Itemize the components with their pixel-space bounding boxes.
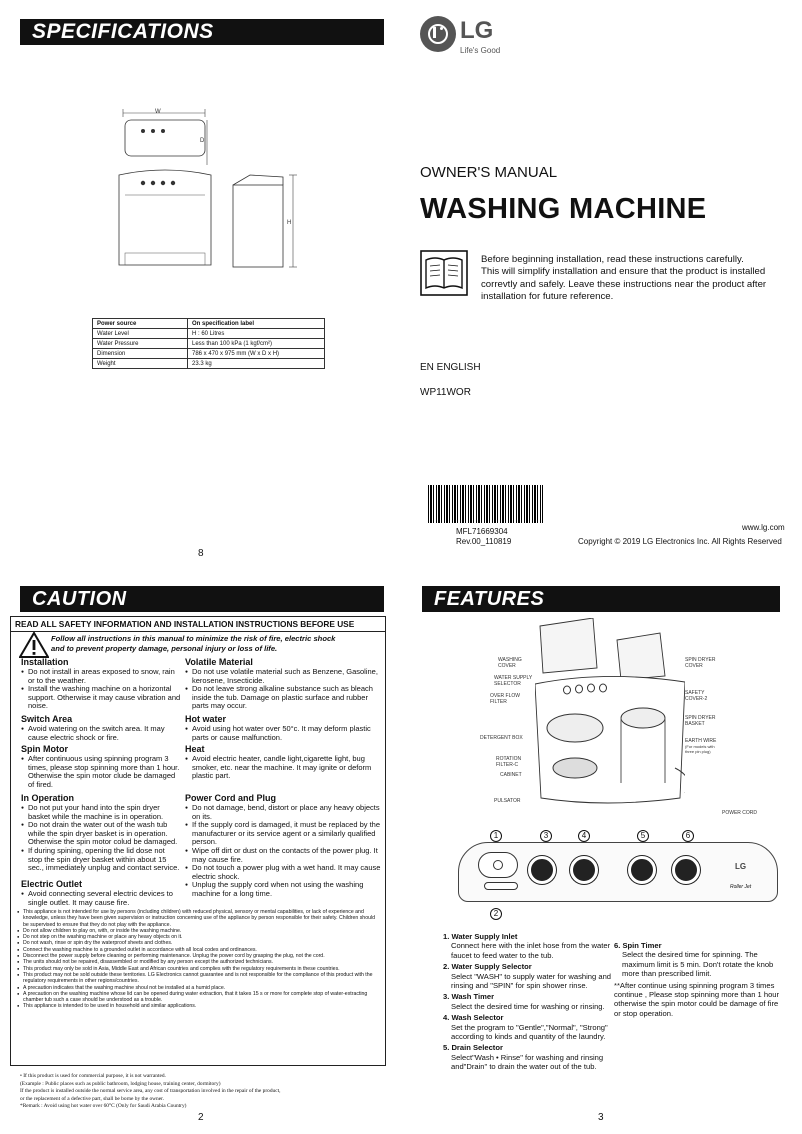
warning-line: and to prevent property damage, personal injury or loss of life. (51, 643, 278, 653)
list-item: ● Avoid watering on the switch area. It may cause electric shock or fire. (21, 725, 181, 742)
feature-title: 5. Drain Selector (443, 1043, 503, 1053)
spec-value: H : 60 Litres (188, 329, 325, 339)
list-item: ● Do not leave strong alkaline substance such as bleach inside the tub. Damage on plastic surface and rubber parts may occur. (185, 685, 383, 711)
list-item: ● Unplug the supply cord when not using the washing machine for a long time. (185, 881, 383, 898)
intro-line: This will simplify installation and ensure that the product is installed (481, 266, 766, 278)
callout-3: 3 (540, 830, 552, 842)
list-item (443, 992, 613, 1011)
feature-title: 1. Water Supply Inlet (443, 932, 518, 941)
feature-title: 4. Wash Selector (443, 1013, 504, 1023)
footnotes (20, 1073, 390, 1111)
feature-desc: Set the program to "Gentle","Normal", "Strong" according to kinds and quantity of the laundry. (451, 1022, 608, 1042)
list-item: ● If during spining, opening the lid dose not stop the spin dryer basket within about 15 sec., immediately unplug and contact service. (21, 847, 181, 873)
dim-d-label: D (200, 138, 205, 144)
label-water-supply-selector: WATER SUPPLY SELECTOR (494, 675, 533, 687)
section-title: Hot water (185, 714, 227, 724)
footnote: • If this product is used for commercial purpose, it is not warranted. (20, 1073, 166, 1079)
table-row (93, 339, 325, 349)
feature-desc: Select the desired time for spinning. The maximum limit is 5 min. Don't rotate the knob more than prescribed limit. (622, 950, 774, 979)
list-item: ● Do not drain the water out of the wash tub while the spin dryer basket is in operation. Otherwise the spin motor colud be damaged. (21, 821, 181, 847)
general-notes (17, 909, 381, 1010)
spec-title: SPECIFICATIONS (32, 20, 214, 43)
feature-desc: Select "WASH" to supply water for washing and rinsing and "SPIN" for spin shower rinse. (451, 971, 612, 991)
section-title: In Operation (21, 793, 75, 803)
label-spin-dryer-basket: SPIN DRYER BASKET (685, 715, 716, 727)
spin-timer-knob[interactable] (672, 856, 700, 884)
intro-line: installation for future reference. (481, 291, 614, 303)
caution-title: CAUTION (32, 588, 127, 610)
copyright: Copyright © 2019 LG Electronics Inc. All Rights Reserved (578, 537, 782, 546)
spec-banner (20, 19, 384, 45)
wash-selector-knob[interactable] (570, 856, 598, 884)
list-item: ● Avoid connecting several electric devices to single outlet. It may cause fire. (21, 890, 181, 907)
spec-key: Water Level (93, 329, 188, 339)
table-row (93, 359, 325, 369)
page-number: 2 (198, 1112, 204, 1123)
water-inlet (478, 852, 518, 878)
table-row (93, 319, 325, 329)
label-rotation-filter: ROTATION FILTER-C (496, 756, 522, 768)
section-title: Volatile Material (185, 657, 253, 667)
section-title: Installation (21, 657, 69, 667)
list-item: ● The units should not be repaired, disassembled or modified by any person except the authorized technicians. (17, 959, 381, 965)
list-item: ● Do not install in areas exposed to snow, rain or to the weather. (21, 668, 181, 685)
section-in-operation (21, 793, 181, 873)
list-item: ● Install the washing machine on a horizontal support. Otherwise it may cause vibration and noise. (21, 685, 181, 711)
features-list (443, 932, 613, 1074)
lg-logo-icon (420, 16, 456, 52)
dim-w-label: W (155, 109, 161, 115)
list-item: ● This appliance is not intended for use by persons (including children) with reduced physical, sensory or mental capabilities, or lack of experience and knowledge, unless they have been given supervision or instruction concerning use of the appliance by person responsible for their safety. Children should be supervised to ensure that they do not play with the appliance. (17, 909, 381, 928)
features-banner (422, 586, 780, 612)
page-number: 3 (598, 1112, 604, 1123)
intro-text (481, 254, 781, 304)
list-item: ● This appliance is intended to be used in household and similar applications. (17, 1003, 381, 1009)
washing-machine-illustration (535, 618, 685, 808)
list-item: ● Disconnect the power supply before cleaning or performing maintenance. Unplug the power cord by grasping the plug, not the cord. (17, 953, 381, 959)
book-icon (420, 250, 468, 296)
section-title: Power Cord and Plug (185, 793, 277, 803)
spec-table (92, 318, 325, 369)
label-earth-wire-note: (For models with three pin plug) (685, 744, 715, 754)
label-cabinet: CABINET (500, 772, 522, 778)
callout-2: 2 (490, 908, 502, 920)
product-title: WASHING MACHINE (420, 193, 707, 225)
panel-model: Roller Jet (730, 884, 752, 890)
part-number: MFL71669304 (456, 527, 508, 536)
spec-key: Power source (93, 319, 188, 329)
list-item: ● After continuous using spinning program 3 times, please stop spinning more than 1 hour. Otherwise the spin motor clude be damaged of fired. (21, 755, 181, 789)
list-item (614, 941, 786, 979)
list-item (443, 962, 613, 990)
section-electric-outlet (21, 879, 181, 907)
list-item: ● Do not use volatile material such as Benzene, Gasoline, kerosene, Insecticide. (185, 668, 383, 685)
table-row (93, 329, 325, 339)
callout-5: 5 (637, 830, 649, 842)
list-item: ● Do not step on the washing machine or place any heavy objects on it. (17, 934, 381, 940)
footnote: or the replacement of a defective part, shall be borne by the owner. (20, 1095, 164, 1102)
brand-name: LG (460, 17, 494, 44)
callout-4: 4 (578, 830, 590, 842)
feature-title: 3. Wash Timer (443, 992, 495, 1002)
spec-value: On specification label (188, 319, 325, 329)
website: www.lg.com (742, 523, 785, 532)
list-item: ● Do not damage, bend, distort or place any heavy objects on its. (185, 804, 383, 821)
caution-warning (51, 634, 335, 653)
brand-tagline: Life's Good (460, 46, 501, 55)
list-item: ● A precaution indicates that the washing machine shoul not be installed at a humid place. (17, 985, 381, 991)
list-item: ● Wipe off dirt or dust on the contacts of the power plug. It may cause fire. (185, 847, 383, 864)
feature-title: 6. Spin Timer (614, 941, 662, 950)
section-heat (185, 744, 383, 781)
label-spin-dryer-cover: SPIN DRYER COVER (685, 657, 716, 669)
list-item: ● Connect the washing machine to a grounded outlet in accordance with all local codes and ordinances. (17, 947, 381, 953)
list-item (443, 932, 613, 960)
section-switch-area (21, 714, 181, 742)
label-detergent-box: DETERGENT BOX (480, 735, 523, 741)
feature-desc: Select"Wash • Rinse" for washing and rinsing and"Drain" to drain the water out of the tub. (451, 1052, 604, 1072)
list-item: ● Do not allow children to play on, with, or inside the washing machine. (17, 928, 381, 934)
label-earth-wire: EARTH WIRE (685, 738, 717, 744)
footnote: (Example : Public places such as public bathroom, lodging house, training center, dormitory) (20, 1080, 221, 1087)
warning-line: Follow all instructions in this manual to minimize the risk of fire, electric shock (51, 634, 336, 643)
section-installation (21, 657, 181, 711)
spec-key: Weight (93, 359, 188, 369)
list-item: ● If the supply cord is damaged, it must be replaced by the manufacturer or its service agent or a similarly qualified person. (185, 821, 383, 847)
dimension-drawing (115, 105, 305, 275)
section-title: Spin Motor (21, 744, 68, 754)
label-over-flow-filter: OVER FLOW FILTER (490, 693, 521, 705)
list-item: ● This product may only be sold in Asia, Middle East and African countries and complies with the regulatory requirements in these countries. (17, 966, 381, 972)
intro-line: correvtly and safely. Leave these instructions near the product after (481, 278, 767, 290)
list-item: ● Do not touch a power plug with a wet hand. It may cause electric shock. (185, 864, 383, 881)
list-item (443, 1013, 613, 1041)
label-safety-cover: SAFETY COVER-2 (685, 690, 708, 702)
section-volatile (185, 657, 383, 711)
caution-header: READ ALL SAFETY INFORMATION AND INSTALLATION INSTRUCTIONS BEFORE USE (11, 617, 385, 632)
section-spin-motor (21, 744, 181, 789)
spec-key: Water Pressure (93, 339, 188, 349)
spec-key: Dimension (93, 349, 188, 359)
panel-brand: LG (735, 862, 747, 871)
spin-note: **After continue using spinning program 3 times continue , Please stop spinning more than 1 hour otherwise the spin motor could be damage of fire or stop operation. (614, 980, 780, 1018)
revision: Rev.00_110819 (456, 537, 512, 546)
list-item: ● Avoid using hot water over 50°c. It may deform plastic parts or cause malfunction. (185, 725, 383, 742)
water-supply-selector-switch[interactable] (484, 882, 518, 890)
footnote: If the product is installed outside the normal service area, any cost of transportation involved in the repair of the product, (20, 1088, 281, 1095)
table-row (93, 349, 325, 359)
caution-banner (20, 586, 384, 612)
list-item (443, 1043, 613, 1071)
feature-desc: Select the desired time for washing or rinsing. (451, 1001, 605, 1011)
language-label: EN ENGLISH (420, 362, 481, 373)
barcode (428, 485, 543, 523)
spin-timer-item (614, 941, 786, 1018)
list-item: ● Avoid electric heater, candle light,cigarette light, bug smoker, etc. near the machine. It may ignite or deform plastic part. (185, 755, 383, 781)
drain-selector-knob[interactable] (628, 856, 656, 884)
spec-value: 786 x 470 x 975 mm (W x D x H) (188, 349, 325, 359)
page-number: 8 (198, 548, 204, 559)
intro-line: Before beginning installation, read these instructions carefully. (481, 254, 744, 265)
list-item: ● This product may not be sold outside these territories. LG Electronics cannot guarantee and is not responsible for the compliance of this product with the regulatory requirements in other regions/countries. (17, 972, 381, 985)
section-title: Heat (185, 744, 205, 754)
list-item: ● Do not put your hand into the spin dryer basket while the machine is in operation. (21, 804, 181, 821)
dim-h-label: H (287, 220, 292, 226)
spec-value: Less than 100 kPa (1 kgf/cm²) (188, 339, 325, 349)
section-title: Electric Outlet (21, 879, 83, 889)
label-power-cord: POWER CORD (722, 810, 757, 816)
manual-label: OWNER'S MANUAL (420, 164, 558, 181)
features-title: FEATURES (434, 588, 545, 610)
wash-timer-knob[interactable] (528, 856, 556, 884)
spec-value: 23.3 kg (188, 359, 325, 369)
label-washing-cover: WASHING COVER (498, 657, 522, 669)
list-item: ● A precaution on the washing machine whose lid can be opened during water extraction, that it takes 15 s or more for complete stop of water-extracting chamber tub such a case should be understood as a trouble. (17, 991, 381, 1004)
section-hot-water (185, 714, 383, 742)
feature-desc: Connect here with the inlet hose from the water faucet to feed water to the tub. (451, 941, 611, 960)
list-item: ● Do not wash, rinse or spin dry the waterproof sheets and clothes. (17, 940, 381, 946)
callout-6: 6 (682, 830, 694, 842)
model-label: WP11WOR (420, 387, 471, 398)
callout-1: 1 (490, 830, 502, 842)
section-title: Switch Area (21, 714, 73, 724)
caution-box (10, 616, 386, 1066)
warning-icon (19, 632, 49, 658)
label-pulsator: PULSATOR (494, 798, 521, 804)
section-power-cord (185, 793, 383, 899)
feature-title: 2. Water Supply Selector (443, 962, 532, 972)
footnote: *Remark : Avoid using hot water over 60°C (Only for Saudi Arabia Country) (20, 1103, 187, 1110)
